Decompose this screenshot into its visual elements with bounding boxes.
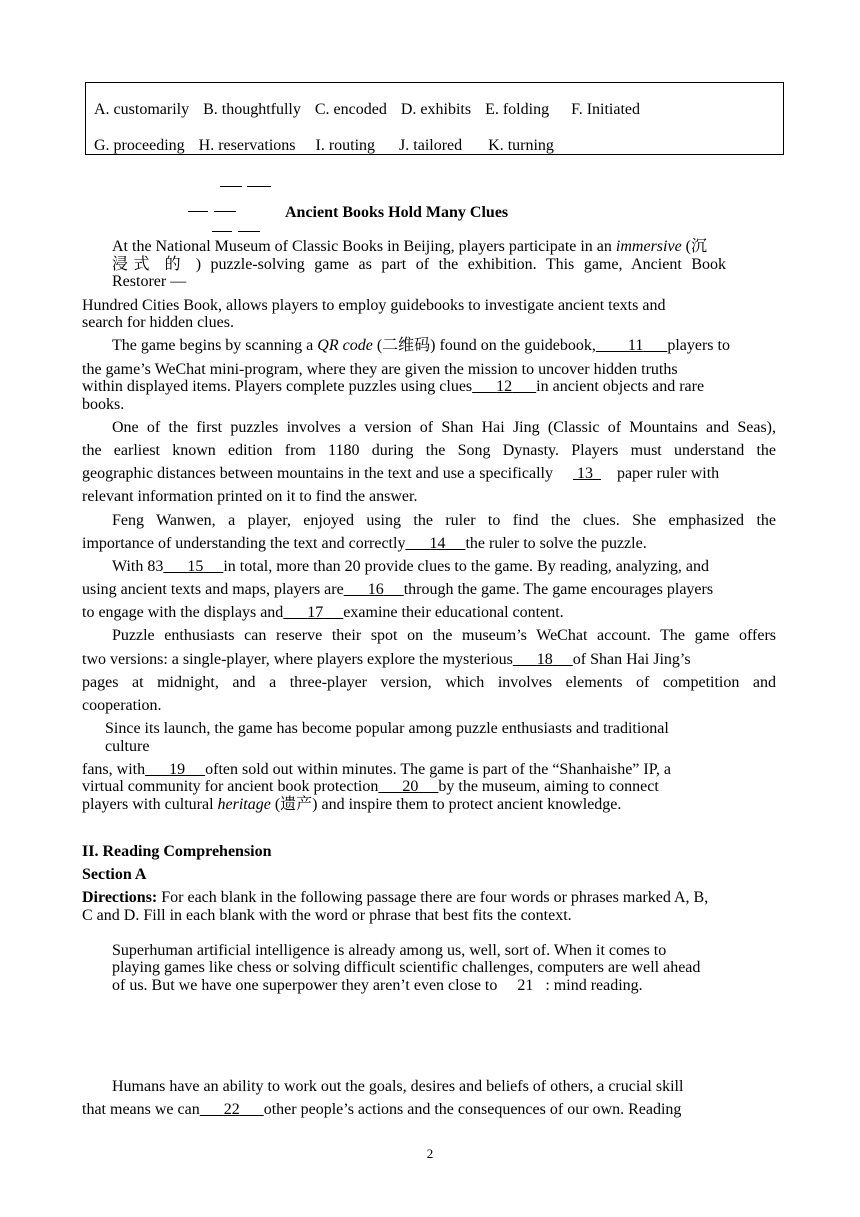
directions-line: C and D. Fill in each blank with the word or phrase that best fits the context. bbox=[82, 907, 572, 924]
blank-16: 16 bbox=[367, 581, 384, 598]
text-line: geographic distances between mountains in the text and use a specifically 13 paper ruler with bbox=[82, 465, 720, 482]
word-option: J. tailored bbox=[399, 137, 463, 154]
decorative-dash bbox=[238, 231, 260, 232]
text-line: Superhuman artificial intelligence is already among us, well, sort of. When it comes to bbox=[112, 942, 667, 959]
text-line: At the National Museum of Classic Books in Beijing, players participate in an immersive (沉 bbox=[112, 238, 708, 255]
passage-title: Ancient Books Hold Many Clues bbox=[285, 204, 509, 221]
text-line: Hundred Cities Book, allows players to employ guidebooks to investigate ancient texts and bbox=[82, 297, 666, 314]
text-line: within displayed items. Players complete puzzles using clues 12 in ancient objects and rare bbox=[82, 378, 705, 395]
text-line: to engage with the displays and 17 examine their educational content. bbox=[82, 604, 564, 621]
text-line: Puzzle enthusiasts can reserve their spot on the museum’s WeChat account. The game offers bbox=[112, 627, 776, 644]
text-line: Feng Wanwen, a player, enjoyed using the ruler to find the clues. She emphasized the bbox=[112, 512, 776, 529]
text-line: One of the first puzzles involves a version of Shan Hai Jing (Classic of Mountains and Seas), bbox=[112, 419, 776, 436]
text-line: virtual community for ancient book protection 20 by the museum, aiming to connect bbox=[82, 778, 659, 795]
text-line: of us. But we have one superpower they aren’t even close to 21 : mind reading. bbox=[112, 977, 643, 994]
section-heading: II. Reading Comprehension bbox=[82, 843, 272, 860]
decorative-dash bbox=[212, 231, 232, 232]
word-option: C. encoded bbox=[314, 101, 387, 118]
text-line: two versions: a single-player, where players explore the mysterious 18 of Shan Hai Jing’s bbox=[82, 651, 691, 668]
page-number: 2 bbox=[426, 1146, 434, 1161]
blank-20: 20 bbox=[402, 778, 419, 795]
word-option: D. exhibits bbox=[400, 101, 472, 118]
word-bank-row-1 bbox=[94, 101, 650, 119]
text-line: pages at midnight, and a three-player version, which involves elements of competition and bbox=[82, 674, 776, 691]
text-line: using ancient texts and maps, players are 16 through the game. The game encourages players bbox=[82, 581, 714, 598]
word-option: E. folding bbox=[485, 101, 550, 118]
decorative-dash bbox=[188, 211, 208, 212]
text-line: The game begins by scanning a QR code (二维码) found on the guidebook, 11 players to bbox=[112, 337, 730, 354]
text-line: playing games like chess or solving difficult scientific challenges, computers are well ahead bbox=[112, 959, 701, 976]
blank-14: 14 bbox=[429, 535, 446, 552]
blank-12: 12 bbox=[496, 378, 513, 395]
word-option: B. thoughtfully bbox=[203, 101, 301, 118]
blank-13: 13 bbox=[576, 465, 593, 482]
text-line: cooperation. bbox=[82, 697, 162, 714]
word-option: A. customarily bbox=[94, 101, 190, 118]
text-line: books. bbox=[82, 396, 125, 413]
text-line: players with cultural heritage (遗产) and inspire them to protect ancient knowledge. bbox=[82, 796, 622, 813]
word-option: G. proceeding bbox=[94, 137, 185, 154]
text-line: Since its launch, the game has become popular among puzzle enthusiasts and traditional bbox=[105, 720, 669, 737]
blank-19: 19 bbox=[169, 761, 186, 778]
blank-18: 18 bbox=[536, 651, 553, 668]
blank-15: 15 bbox=[187, 558, 204, 575]
word-bank-box bbox=[85, 82, 784, 155]
blank-11: 11 bbox=[627, 337, 644, 354]
word-option: F. Initiated bbox=[571, 101, 641, 118]
text-line: importance of understanding the text and correctly 14 the ruler to solve the puzzle. bbox=[82, 535, 647, 552]
blank-21: 21 bbox=[517, 977, 534, 994]
word-option: I. routing bbox=[315, 137, 376, 154]
word-option: H. reservations bbox=[198, 137, 296, 154]
text-line: the game’s WeChat mini-program, where they are given the mission to uncover hidden truths bbox=[82, 361, 678, 378]
text-line: the earliest known edition from 1180 during the Song Dynasty. Players must understand the bbox=[82, 442, 776, 459]
text-line: relevant information printed on it to find the answer. bbox=[82, 488, 418, 505]
decorative-dash bbox=[220, 186, 242, 187]
decorative-dash bbox=[247, 186, 271, 187]
blank-17: 17 bbox=[307, 604, 324, 621]
text-line: culture bbox=[105, 738, 150, 755]
decorative-dash bbox=[214, 211, 236, 212]
text-line: Restorer — bbox=[112, 273, 187, 290]
text-line: With 83 15 in total, more than 20 provide clues to the game. By reading, analyzing, and bbox=[112, 558, 709, 575]
blank-22: 22 bbox=[223, 1101, 240, 1118]
section-subheading: Section A bbox=[82, 866, 147, 883]
text-line: that means we can 22 other people’s actions and the consequences of our own. Reading bbox=[82, 1101, 682, 1118]
text-line: fans, with 19 often sold out within minutes. The game is part of the “Shanhaishe” IP, a bbox=[82, 761, 671, 778]
directions-line: Directions: For each blank in the following passage there are four words or phrases marked A, B, bbox=[82, 889, 709, 906]
text-line: 浸式 的 ) puzzle-solving game as part of the exhibition. This game, Ancient Book bbox=[112, 256, 726, 273]
text-line: Humans have an ability to work out the goals, desires and beliefs of others, a crucial skill bbox=[112, 1078, 684, 1095]
word-bank-row-2 bbox=[94, 137, 564, 155]
text-line: search for hidden clues. bbox=[82, 314, 234, 331]
word-option: K. turning bbox=[488, 137, 554, 154]
